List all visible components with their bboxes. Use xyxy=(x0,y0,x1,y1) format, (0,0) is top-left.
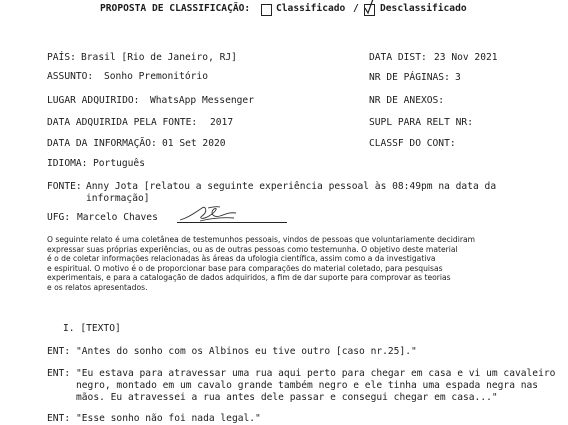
ufg-value: Marcelo Chaves xyxy=(77,212,158,223)
entry-label: ENT: xyxy=(47,346,71,357)
signature-icon xyxy=(178,204,248,226)
disclaimer-line-1: O seguinte relato é uma coletânea de testemunhos pessoais, vindos de pessoas que voluntariamente decidiram xyxy=(47,235,475,244)
content-classification-label: CLASSF DO CONT: xyxy=(369,138,456,149)
entry-text-line: "Antes do sonho com os Albinos eu tive outro [caso nr.25]." xyxy=(76,346,417,357)
distribution-date-value: 23 Nov 2021 xyxy=(434,52,498,63)
disclaimer-line-6: e os relatos apresentados. xyxy=(47,282,148,292)
entry-label: ENT: xyxy=(47,368,71,379)
classified-label: Classificado xyxy=(276,3,346,14)
date-acquired-value: 2017 xyxy=(210,117,234,128)
attachments-label: NR DE ANEXOS: xyxy=(369,95,445,106)
distribution-date-label: DATA DIST: xyxy=(369,52,427,63)
source-label: FONTE: xyxy=(47,181,82,192)
place-acquired-value: WhatsApp Messenger xyxy=(150,95,254,106)
classification-proposal-label: PROPOSTA DE CLASSIFICAÇÃO: xyxy=(100,3,251,14)
language-label: IDIOMA: xyxy=(47,158,88,169)
declassified-label: Desclassificado xyxy=(380,3,467,14)
page-count-label: NR DE PÁGINAS: xyxy=(369,72,450,83)
classified-checkbox[interactable] xyxy=(261,4,272,16)
section-title: I. [TEXTO] xyxy=(63,323,121,334)
page-count-value: 3 xyxy=(455,72,461,83)
disclaimer-line-5: experimentais, e para a catalogação de dados adquiridos, a fim de dar suporte para comprovar as teorias xyxy=(47,273,451,282)
ufg-label: UFG: xyxy=(47,212,71,223)
source-line-2: informação] xyxy=(86,193,150,204)
entry-text-line: "Esse sonho não foi nada legal." xyxy=(76,413,261,424)
information-date-label: DATA DA INFORMAÇÃO: xyxy=(47,138,157,149)
date-acquired-label: DATA ADQUIRIDA PELA FONTE: xyxy=(47,117,198,128)
entry-text-line: negro, montado em um cavalo grande também negro e ele tinha uma espada negra nas xyxy=(76,380,539,391)
disclaimer-line-3: é o de coletar informações relacionadas às áreas da ufologia científica, assim como a da investigativa xyxy=(47,254,436,263)
source-line-1: Anny Jota [relatou a seguinte experiência pessoal às 08:49pm na data da xyxy=(86,181,497,192)
language-value: Português xyxy=(93,158,145,169)
disclaimer-line-4: e espiritual. O motivo é o de proporcionar base para comparações do material coletado, para pesquisas xyxy=(47,263,443,273)
place-acquired-label: LUGAR ADQUIRIDO: xyxy=(47,95,140,106)
information-date-value: 01 Set 2020 xyxy=(162,138,226,149)
entry-label: ENT: xyxy=(47,413,71,424)
classification-separator: / xyxy=(353,3,359,14)
declassified-checkbox[interactable] xyxy=(364,4,375,16)
country-label: PAÍS: xyxy=(47,52,76,63)
disclaimer-line-2: expressar suas próprias experiências, ou as de outras pessoas como testemunha. O objetivo deste material xyxy=(47,244,458,254)
subject-label: ASSUNTO: xyxy=(47,71,94,82)
subject-value: Sonho Premonitório xyxy=(104,71,208,82)
supplement-label: SUPL PARA RELT NR: xyxy=(369,117,473,128)
country-value: Brasil [Rio de Janeiro, RJ] xyxy=(81,52,237,63)
check-mark-icon xyxy=(364,1,375,15)
entry-text-line: "Eu estava para atravessar uma rua aqui perto para chegar em casa e vi um cavaleiro xyxy=(76,368,556,379)
entry-text-line: mãos. Eu atravessei a rua antes dele passar e consegui chegar em casa..." xyxy=(76,392,498,403)
